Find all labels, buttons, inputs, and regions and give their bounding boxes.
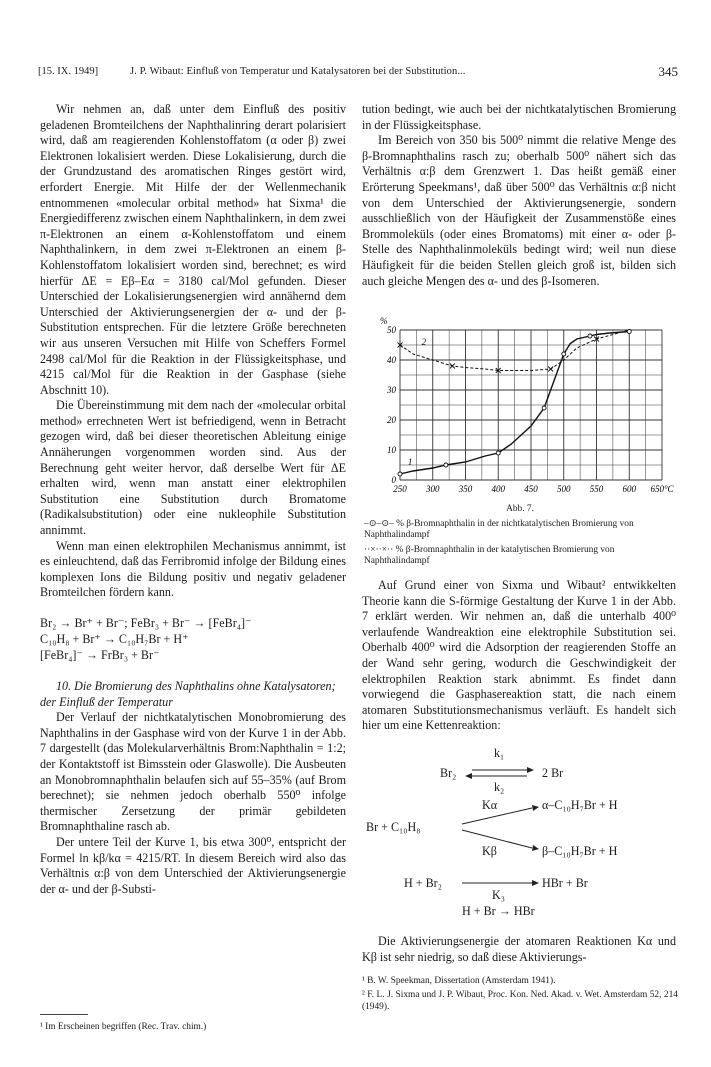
rate-constant-k1: k₁ xyxy=(494,746,505,760)
footnote: ¹ Im Erscheinen begriffen (Rec. Trav. chim.) xyxy=(40,1022,207,1032)
equation: [FeBr₄]⁻ → FrBr₃ + Br⁻ xyxy=(40,648,160,662)
legend-item-2: ··×··×·· % β-Bromnaphthalin in der katalytischen Bromierung von Naphthalindampf xyxy=(364,544,615,566)
right-column-bottom xyxy=(362,934,676,965)
y-tick-label: 20 xyxy=(387,415,396,425)
scheme-reactant: Br + C₁₀H₈ xyxy=(366,820,421,834)
y-tick-label: 10 xyxy=(387,445,396,455)
paragraph: Der untere Teil der Kurve 1, bis etwa 300⁰, entspricht der Formel ln kβ/kα = 4215/RT. In diesem Bereich wird also das Verhältnis α:β von dem Unterschied der Aktivierungsenergie der α- und der β-Substi- xyxy=(40,834,346,896)
y-tick-label: 40 xyxy=(387,355,396,365)
data-point-circle xyxy=(444,463,448,467)
x-tick-label: 300 xyxy=(426,484,440,494)
paragraph: Der Verlauf der nichtkatalytischen Monobromierung des Naphthalins in der Gasphase wird von der Kurve 1 in der Abb. 7 dargestellt (das Molekularverhältnis Brom:Naphthalin = 1:2; der Kontaktstoff ist Bimsstein oder Glaswolle). Die Ausbeuten an Monobromnaphthalin belaufen sich auf 55–35% (auf Brom berechnet); sie nehmen jedoch oberhalb 550⁰ infolge thermischer Zersetzung der primär gebildeten Bromnaphthaline rasch ab. xyxy=(40,710,346,834)
x-tick-label: 650°C xyxy=(650,484,674,494)
y-tick-label: 30 xyxy=(387,385,396,395)
data-point-circle xyxy=(398,472,402,476)
running-title: J. P. Wibaut: Einfluß von Temperatur und Katalysatoren bei der Substitution... xyxy=(130,66,466,77)
data-point-cross xyxy=(548,367,553,372)
equation: C₁₀H₈ + Br⁺ → C₁₀H₇Br + H⁺ xyxy=(40,632,189,646)
right-column-top xyxy=(362,102,676,289)
x-tick-label: 400 xyxy=(491,484,505,494)
scheme-product: α–C₁₀H₇Br + H xyxy=(542,798,618,812)
data-point-circle xyxy=(627,330,631,334)
y-tick-label: 0 xyxy=(391,475,396,485)
data-point-circle xyxy=(588,334,592,338)
running-header xyxy=(38,66,678,82)
x-tick-label: 600 xyxy=(622,484,636,494)
x-tick-label: 550 xyxy=(589,484,604,494)
legend-item-1: –⊙–⊙– % β-Bromnaphthalin in der nichtkatalytischen Bromierung von Naphthalindampf xyxy=(364,518,634,540)
paragraph: Wir nehmen an, daß unter dem Einfluß des positiv geladenen Bromteilchens der Naphthalinring derart polarisiert wird, daß am reagierenden Kohlenstoffatom (α oder β) zwei Elektronen lokalisiert werden. Diese Lokalisierung, durch die der Grundzustand des aromatischen Ringes gestört wird, erfordert Energie. Mit Hilfe der der Wellenmechanik entnommenen «molecular orbital method» hat Sixma¹ die Energiedifferenz zwischen einem Naphthalinkern, in dem zwei π-Elektronen an einem α-Kohlenstoffatom und einem Naphthalinkern, in dem zwei π-Elektronen an einem β-Kohlenstoffatom lokalisiert worden sind, berechnet; es wird hierfür ΔE = Eβ–Eα = 3180 cal/Mol gefunden. Dieser Unterschied der Lokalisierungsenergien wird annähernd dem Unterschied der Aktivierungsenergien der α- und der β-Substitution entsprechen. Für die letztere Größe berechneten wir aus unseren Versuchen mit Hilfe von Scheffers Formel 2498 cal/Mol für die Reaktion in der Flüssigkeitsphase, und 4215 cal/Mol für die Reaktion in der Gasphase (siehe Abschnitt 10). xyxy=(40,102,346,397)
y-tick-label: 50 xyxy=(387,325,396,335)
paragraph: Wenn man einen elektrophilen Mechanismus annimmt, ist es einleuchtend, daß das Ferribromid infolge der Bildung eines komplexen Ions die Bildung positiv und negativ geladener Bromteilchen fördern kann. xyxy=(40,538,346,600)
paragraph: Die Übereinstimmung mit dem nach der «molecular orbital method» errechneten Wert ist befriedigend, wenn in Betracht gezogen wird, daß bei dieser theoretischen Ableitung einige Annäherungen vorgenommen worden sind. Aus der Berechnung geht weiter hervor, daß derselbe Wert für ΔE erhalten wird, wenn man anstatt einer elektrophilen Substitution eine Substitution durch Bromatome (Radikalsubstitution) oder eine nukleophile Substitution annimmt. xyxy=(40,398,346,538)
scheme-arrows xyxy=(362,752,678,922)
data-point-cross xyxy=(450,364,455,369)
rate-constant-k-beta: Kβ xyxy=(482,844,497,858)
paragraph: Die Aktivierungsenergie der atomaren Reaktionen Kα und Kβ ist sehr niedrig, so daß diese Aktivierungs- xyxy=(362,934,676,964)
scheme-product: β–C₁₀H₇Br + H xyxy=(542,844,618,858)
equation: Br₂ → Br⁺ + Br⁻; FeBr₃ + Br⁻ → [FeBr₄]⁻ xyxy=(40,616,252,630)
data-point-circle xyxy=(542,406,546,410)
left-column xyxy=(40,102,346,897)
footnote: ² F. L. J. Sixma und J. P. Wibaut, Proc. Kon. Ned. Akad. v. Wet. Amsterdam 52, 214 (1949). xyxy=(362,990,678,1012)
rate-constant-k-alpha: Kα xyxy=(482,798,498,812)
issue-date: [15. IX. 1949] xyxy=(38,66,99,77)
data-point-circle xyxy=(562,352,566,356)
footnote-area-left xyxy=(40,1014,346,1033)
page-number: 345 xyxy=(658,64,678,79)
reaction-equations xyxy=(40,615,346,663)
paragraph: Im Bereich von 350 bis 500⁰ nimmt die relative Menge des β-Bromnaphthalins rasch zu; oberhalb 500⁰ nähert sich das Verhältnis α:β dem Grenzwert 1. Das heißt gemäß einer Erörterung Speekmans¹, daß über 500⁰ das Verhältnis α:β nicht von dem Unterschied der Aktivierungsenergie, sondern ausschließlich von der Häufigkeit der Zusammenstöße eines Brommoleküls (oder eines Bromatoms) mit einer α- oder β-Stelle des Naphthalinmoleküls bedingt wird; weil nun diese Häufigkeit für die beiden Stellen gleich groß ist, bilden sich auch gleiche Mengen des α- und des β-Isomeren. xyxy=(362,133,676,288)
scheme-product: HBr + Br xyxy=(542,876,588,890)
footnote-rule xyxy=(40,1014,88,1015)
rate-constant-k2: k₂ xyxy=(494,780,505,794)
reaction-scheme xyxy=(362,746,678,922)
x-tick-label: 350 xyxy=(458,484,473,494)
scheme-reactant: H + Br₂ xyxy=(404,876,442,890)
figure-chart xyxy=(362,312,678,502)
curve-label-1: 1 xyxy=(407,457,413,467)
paragraph: tution bedingt, wie auch bei der nichtkatalytischen Bromierung in der Flüssigkeitsphase. xyxy=(362,102,676,132)
footnote-area-right xyxy=(362,975,678,1013)
data-point-circle xyxy=(496,451,500,455)
paragraph: Auf Grund einer von Sixma und Wibaut² entwikkelten Theorie kann die S-förmige Gestaltung der Kurve 1 in der Abb. 7 erklärt werden. Wir nehmen an, daß die unterhalb 400⁰ verlaufende Wandreaktion eine elektrophile Substitution sei. Oberhalb 400⁰ wird die Adsorption der reagierenden Stoffe an der Wand sehr gering, wodurch die Geschwindigkeit der elektrophilen Reaktion stark abnimmt. Es findet dann vorwiegend die Gasphasereaktion statt, die nach einem atomaren Substitutionsmechanismus verläuft. Es handelt sich hier um eine Kettenreaktion: xyxy=(362,578,676,733)
scheme-product: 2 Br xyxy=(542,766,564,780)
x-tick-label: 250 xyxy=(393,484,407,494)
y-axis-unit: % xyxy=(380,316,388,326)
figure-caption xyxy=(362,504,678,568)
footnote: ¹ B. W. Speekman, Dissertation (Amsterdam 1941). xyxy=(362,976,556,986)
figure-label: Abb. 7. xyxy=(506,504,534,514)
section-heading: 10. Die Bromierung des Naphthalins ohne Katalysatoren; der Einfluß der Temperatur xyxy=(40,679,336,709)
x-tick-label: 500 xyxy=(557,484,571,494)
x-tick-label: 450 xyxy=(524,484,538,494)
rate-constant-k3: K₃ xyxy=(492,888,505,902)
scheme-reaction: H + Br → HBr xyxy=(462,904,535,918)
right-column-middle xyxy=(362,578,676,734)
curve-label-2: 2 xyxy=(421,337,427,347)
scheme-reactant: Br₂ xyxy=(440,766,457,780)
